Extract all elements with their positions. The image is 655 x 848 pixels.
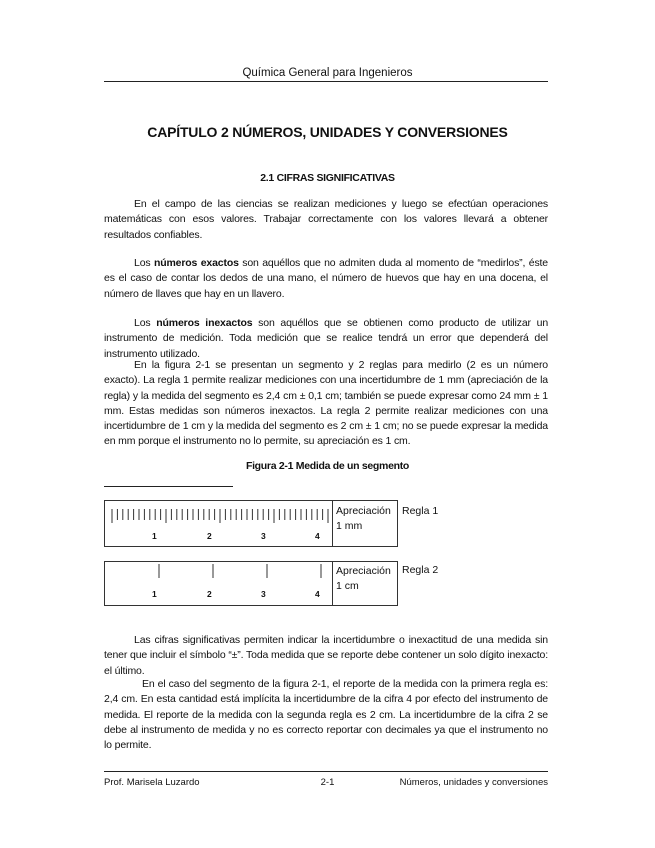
ruler-1-label: Regla 1	[402, 505, 439, 517]
ruler-1-number-3: 3	[261, 531, 266, 541]
footer-page-number: 2-1	[320, 777, 335, 788]
paragraph-3-bold: números inexactos	[156, 317, 253, 329]
footer-topic: Números, unidades y conversiones	[399, 777, 548, 788]
paragraph-2	[104, 256, 548, 302]
paragraph-4	[104, 358, 548, 450]
header-rule	[104, 81, 548, 82]
paragraph-4-text: En la figura 2-1 se presentan un segmento y 2 reglas para medirlo (2 es un número exacto). La regla 1 permite realizar mediciones con una incertidumbre de 1 mm (apreciación de la regla) y la medida del segmento es 2,4 cm ± 0,1 cm; también se puede expresar como 24 mm ± 1 mm. Estas medidas son números inexactos. La regla 2 permite realizar mediciones con una incertidumbre de 1 cm y la medida del segmento es 2 cm ± 1 cm; no se puede expresar la medida en mm porque el instrumento no lo permite, su apreciación es 1 cm.	[104, 359, 548, 448]
section-title: 2.1 CIFRAS SIGNIFICATIVAS	[260, 172, 395, 184]
segment-line	[104, 486, 233, 487]
chapter-title: CAPÍTULO 2 NÚMEROS, UNIDADES Y CONVERSIONES	[147, 124, 508, 140]
ruler-1	[104, 500, 398, 547]
paragraph-2-pre: Los	[134, 257, 154, 269]
ruler-2-divider	[332, 561, 333, 606]
paragraph-5-text: Las cifras significativas permiten indicar la incertidumbre o inexactitud de una medida sin tener que incluir el símbolo “±”. Toda medida que se reporte debe contener un solo dígito inexacto: el último.	[104, 634, 548, 677]
paragraph-1	[104, 197, 548, 243]
paragraph-3-pre: Los	[134, 317, 157, 329]
footer-author: Prof. Marisela Luzardo	[104, 777, 200, 788]
ruler-2-label: Regla 2	[402, 564, 439, 576]
ruler-1-number-2: 2	[207, 531, 212, 541]
ruler-1-divider	[332, 500, 333, 547]
paragraph-2-post: son aquéllos que no admiten duda al momento de “medirlos”, éste es el caso de contar los dedos de una mano, el número de huevos que hay en una docena, el número de llaves que hay en un llavero.	[104, 257, 549, 300]
ruler-1-apreciacion-value: 1 mm	[336, 520, 363, 532]
ruler-2	[104, 561, 398, 606]
paragraph-5	[104, 633, 548, 679]
ruler-1-number-1: 1	[152, 531, 157, 541]
ruler-1-apreciacion-label: Apreciación	[336, 505, 391, 517]
ruler-2-apreciacion-label: Apreciación	[336, 565, 391, 577]
paragraph-6-text: En el caso del segmento de la figura 2-1, el reporte de la medida con la primera regla es: 2,4 cm. En esta cantidad está implícita la incertidumbre de la cifra 4 por efecto del instrumento de medida. El reporte de la medida con la segunda regla es 2 cm. La incertidumbre de la cifra 2 se debe al instrumento de medida y no es correcto reportar con decimales ya que el instrumento no lo permite.	[104, 678, 548, 752]
paragraph-6	[104, 677, 548, 753]
ruler-2-apreciacion-value: 1 cm	[336, 580, 359, 592]
page-header-title: Química General para Ingenieros	[242, 67, 413, 79]
ruler-2-number-3: 3	[261, 589, 266, 599]
ruler-1-number-4: 4	[315, 531, 320, 541]
ruler-2-number-1: 1	[152, 589, 157, 599]
paragraph-3-post: son aquéllos que se obtienen como producto de utilizar un instrumento de medición. Toda medición que se realice tendrá un error que dependerá del instrumento utilizado.	[104, 317, 549, 360]
paragraph-2-bold: números exactos	[153, 257, 239, 269]
paragraph-3	[104, 316, 548, 362]
ruler-2-number-4: 4	[315, 589, 320, 599]
paragraph-1-text: En el campo de las ciencias se realizan mediciones y luego se efectúan operaciones matemáticas con esos valores. Trabajar correctamente con los valores llevará a obtener resultados confiables.	[104, 198, 548, 241]
figure-title: Figura 2-1 Medida de un segmento	[245, 460, 410, 472]
ruler-2-ticks	[105, 562, 333, 607]
ruler-1-ticks	[105, 501, 333, 548]
footer-rule	[104, 771, 548, 772]
ruler-2-number-2: 2	[207, 589, 212, 599]
